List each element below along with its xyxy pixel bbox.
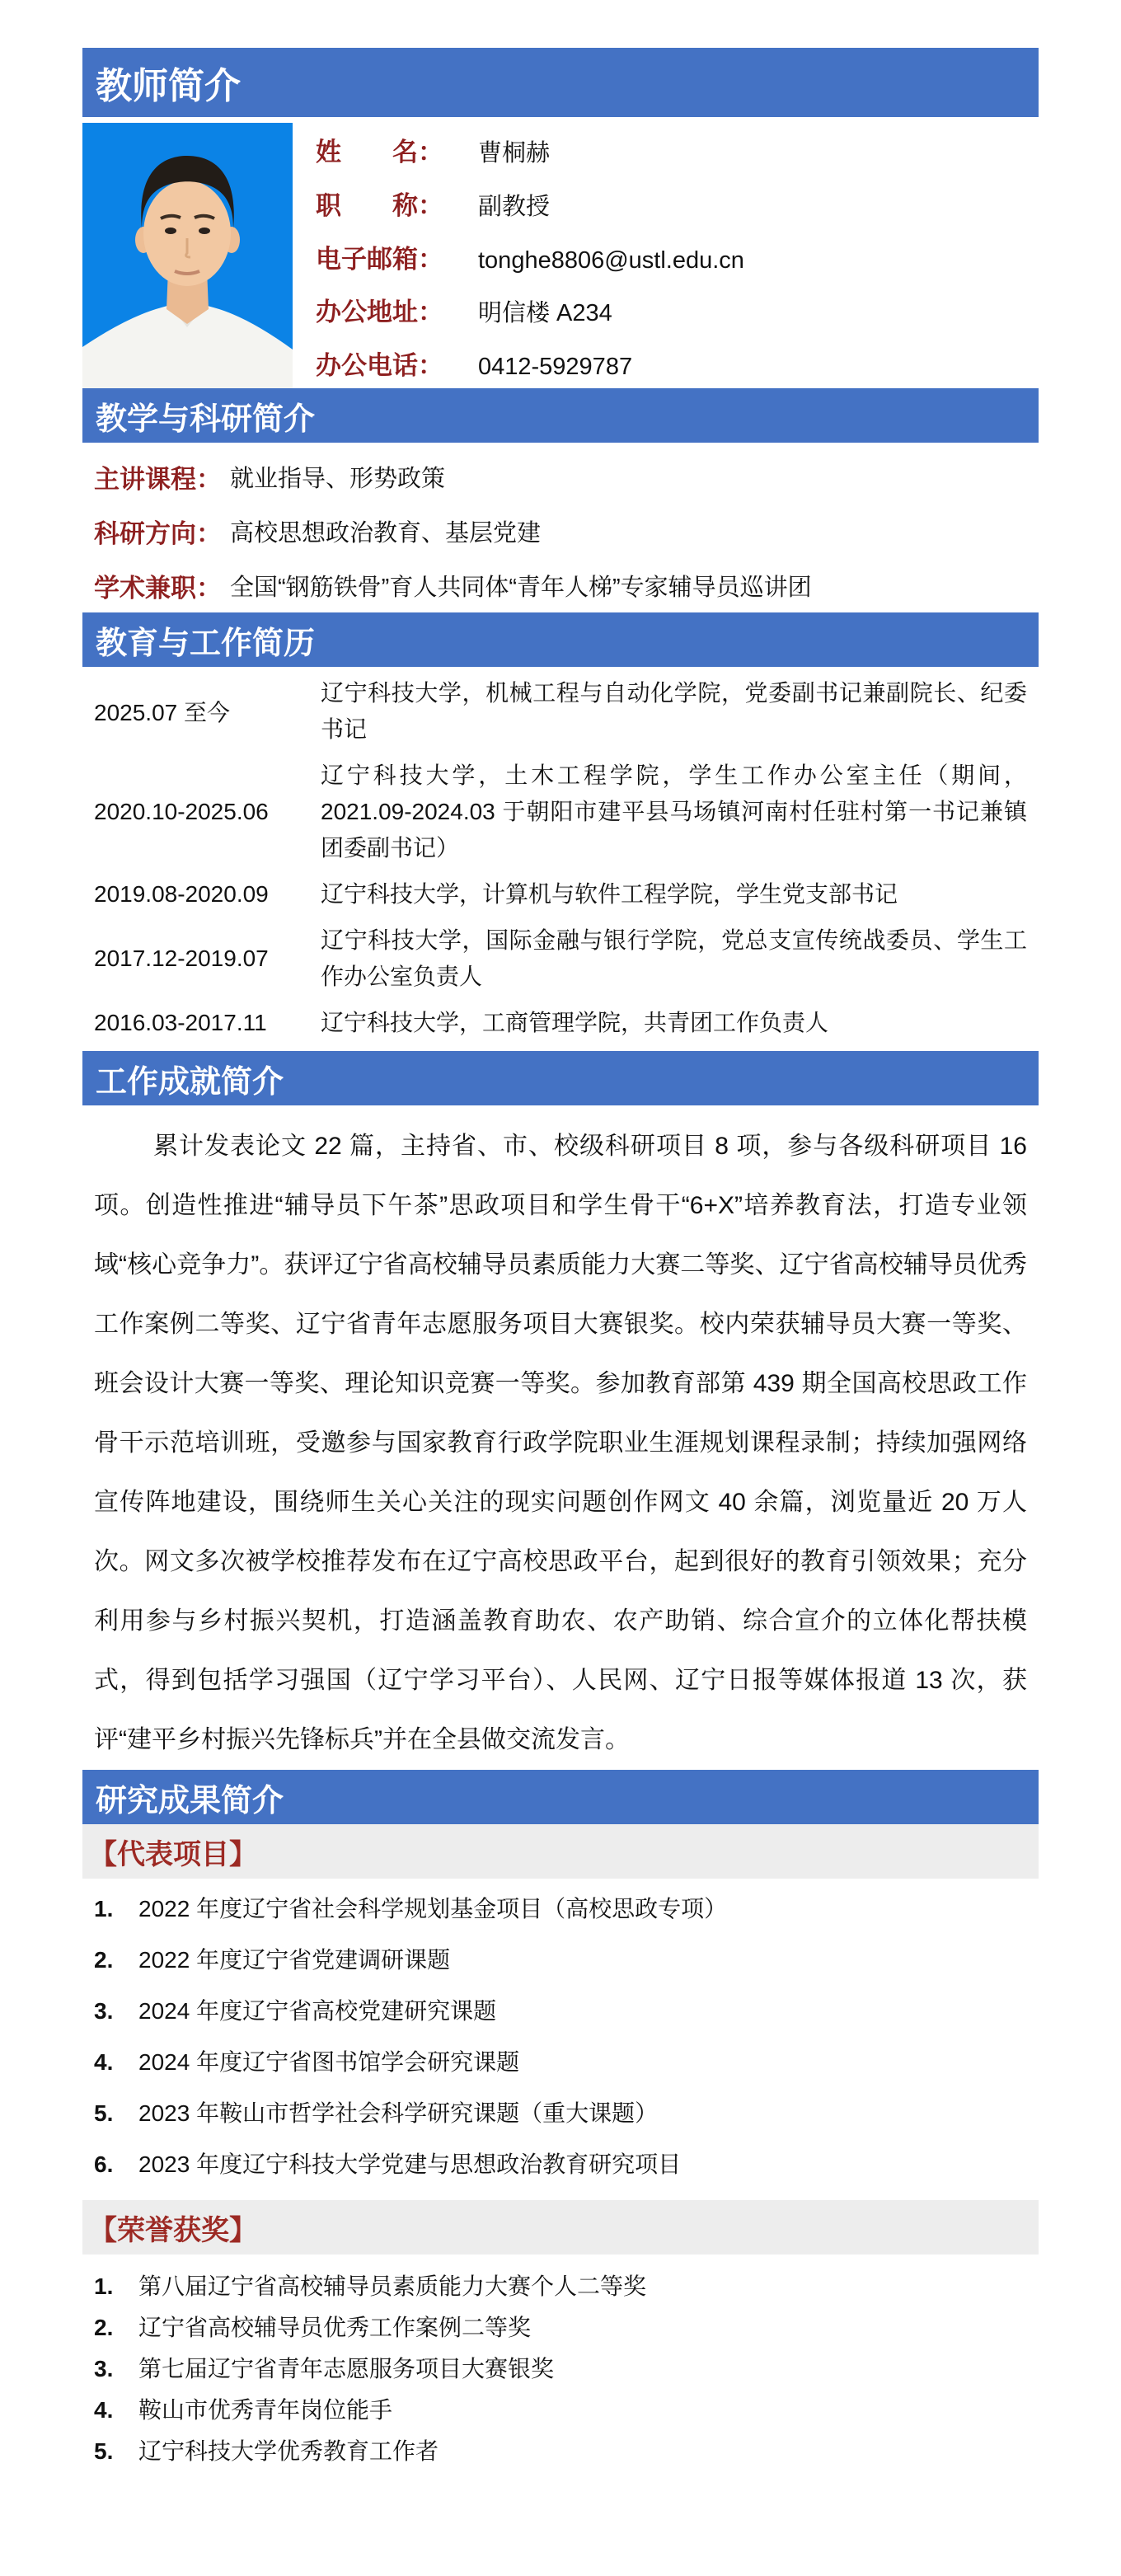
project-item — [94, 1945, 1027, 1976]
field-title — [316, 185, 744, 222]
history-description: 辽宁科技大学，国际金融与银行学院，党总支宣传统战委员、学生工作办公室负责人 — [321, 927, 1027, 989]
item-number: 5. — [94, 2100, 114, 2126]
project-item — [94, 1996, 1027, 2027]
section-title: 研究成果简介 — [96, 1783, 284, 1818]
profile-photo — [82, 123, 293, 388]
history-period: 2025.07 至今 — [94, 700, 230, 725]
item-text: 2023 年度辽宁科技大学党建与思想政治教育研究项目 — [138, 2151, 682, 2177]
section-title: 教学与科研简介 — [96, 401, 316, 437]
field-label: 姓 名： — [316, 138, 443, 167]
section-title: 教育与工作简历 — [96, 626, 316, 661]
item-number: 3. — [94, 1998, 114, 2024]
section-title: 教师简介 — [96, 66, 241, 106]
honor-item — [94, 2395, 1027, 2426]
item-number: 1. — [94, 1896, 114, 1921]
project-item — [94, 2098, 1027, 2129]
row-label: 主讲课程： — [94, 464, 222, 494]
person-portrait-illustration — [82, 123, 293, 388]
item-number: 2. — [94, 2315, 114, 2340]
section-header-research-results — [82, 1770, 1039, 1824]
history-row — [94, 922, 1027, 995]
history-period: 2017.12-2019.07 — [94, 945, 269, 971]
profile-block — [82, 123, 1039, 388]
field-value: 0412-5929787 — [478, 354, 633, 380]
project-item — [94, 2047, 1027, 2078]
honors-heading: 【荣誉获奖】 — [89, 2214, 257, 2246]
teaching-row-research-direction — [94, 504, 1027, 558]
history-row — [94, 1005, 1027, 1041]
projects-heading-band — [82, 1824, 1039, 1879]
item-text: 2022 年度辽宁省社会科学规划基金项目（高校思政专项） — [138, 1896, 728, 1921]
field-label: 办公电话： — [316, 351, 443, 380]
project-item — [94, 1893, 1027, 1925]
projects-list — [82, 1893, 1039, 2180]
history-period: 2020.10-2025.06 — [94, 799, 269, 824]
item-number: 1. — [94, 2273, 114, 2299]
field-value: 明信楼 A234 — [478, 300, 612, 327]
teaching-row-academic-posts — [94, 558, 1027, 612]
item-text: 2024 年度辽宁省图书馆学会研究课题 — [138, 2049, 520, 2075]
history-period: 2019.08-2020.09 — [94, 881, 269, 907]
history-row — [94, 675, 1027, 748]
history-period: 2016.03-2017.11 — [94, 1010, 267, 1035]
honor-item — [94, 2436, 1027, 2467]
row-value: 高校思想政治教育、基层党建 — [230, 519, 542, 547]
field-office-address — [316, 291, 744, 328]
honors-list — [82, 2271, 1039, 2467]
history-row — [94, 758, 1027, 866]
item-text: 鞍山市优秀青年岗位能手 — [138, 2397, 393, 2423]
field-name — [316, 131, 744, 168]
item-number: 4. — [94, 2397, 114, 2423]
field-label: 职 称： — [316, 190, 443, 220]
teaching-block — [82, 449, 1039, 612]
section-header-work-achievements — [82, 1051, 1039, 1105]
row-value: 就业指导、形势政策 — [230, 465, 446, 492]
projects-heading: 【代表项目】 — [89, 1838, 257, 1870]
row-label: 科研方向： — [94, 518, 222, 548]
field-value: tonghe8806@ustl.edu.cn — [478, 246, 744, 274]
field-label: 办公地址： — [316, 298, 443, 327]
history-description: 辽宁科技大学，机械工程与自动化学院，党委副书记兼副院长、纪委书记 — [321, 680, 1027, 742]
honors-heading-band — [82, 2200, 1039, 2255]
item-number: 3. — [94, 2356, 114, 2381]
row-value: 全国“钢筋铁骨”育人共同体“青年人梯”专家辅导员巡讲团 — [230, 574, 812, 601]
profile-fields — [316, 123, 744, 388]
field-value: 副教授 — [478, 193, 551, 220]
item-text: 辽宁科技大学优秀教育工作者 — [138, 2438, 439, 2464]
item-number: 5. — [94, 2438, 114, 2464]
item-text: 2022 年度辽宁省党建调研课题 — [138, 1947, 451, 1973]
field-value: 曹桐赫 — [478, 140, 551, 167]
item-number: 2. — [94, 1947, 114, 1973]
row-label: 学术兼职： — [94, 573, 222, 603]
section-header-teacher-intro — [82, 48, 1039, 117]
item-number: 4. — [94, 2049, 114, 2075]
section-header-teaching-research — [82, 388, 1039, 443]
item-number: 6. — [94, 2151, 114, 2177]
item-text: 辽宁省高校辅导员优秀工作案例二等奖 — [138, 2315, 532, 2340]
item-text: 2024 年度辽宁省高校党建研究课题 — [138, 1998, 497, 2024]
project-item — [94, 2149, 1027, 2180]
section-header-education-work-history — [82, 612, 1039, 667]
section-title: 工作成就简介 — [96, 1064, 284, 1100]
field-label: 电子邮箱： — [316, 244, 443, 274]
field-email — [316, 238, 744, 275]
item-text: 第七届辽宁省青年志愿服务项目大赛银奖 — [138, 2356, 555, 2381]
history-description: 辽宁科技大学，工商管理学院，共青团工作负责人 — [321, 1010, 829, 1035]
item-text: 第八届辽宁省高校辅导员素质能力大赛个人二等奖 — [138, 2273, 647, 2299]
honor-item — [94, 2271, 1027, 2302]
honor-item — [94, 2312, 1027, 2344]
item-text: 2023 年鞍山市哲学社会科学研究课题（重大课题） — [138, 2100, 659, 2126]
field-office-phone — [316, 345, 744, 382]
achievements-paragraph: 累计发表论文 22 篇，主持省、市、校级科研项目 8 项，参与各级科研项目 16 项。创造性推进“辅导员下午茶”思政项目和学生骨干“6+X”培养教育法，打造专业领域“核心竞争力”。获评辽宁省高校辅导员素质能力大赛二等奖、辽宁省高校辅导员优秀工作案例二等奖、辽宁省青年志愿服务项目大赛银奖。校内荣获辅导员大赛一等奖、班会设计大赛一等奖、理论知识竞赛一等奖。参加教育部第 439 期全国高校思政工作骨干示范培训班，受邀参与国家教育行政学院职业生涯规划课程录制；持续加强网络宣传阵地建设，围绕师生关心关注的现实问题创作网文 40 余篇，浏览量近 20 万人次。网文多次被学校推荐发布在辽宁高校思政平台，起到很好的教育引领效果；充分利用参与乡村振兴契机，打造涵盖教育助农、农产助销、综合宣介的立体化帮扶模式，得到包括学习强国（辽宁学习平台）、人民网、辽宁日报等媒体报道 13 次，获评“建平乡村振兴先锋标兵”并在全县做交流发言。 — [94, 1133, 1027, 1753]
history-description: 辽宁科技大学，土木工程学院，学生工作办公室主任（期间，2021.09-2024.03 于朝阳市建平县马场镇河南村任驻村第一书记兼镇团委副书记） — [321, 762, 1027, 861]
teaching-row-courses — [94, 449, 1027, 504]
honor-item — [94, 2353, 1027, 2385]
history-description: 辽宁科技大学，计算机与软件工程学院，学生党支部书记 — [321, 881, 898, 907]
history-table — [82, 675, 1039, 1041]
history-row — [94, 876, 1027, 913]
